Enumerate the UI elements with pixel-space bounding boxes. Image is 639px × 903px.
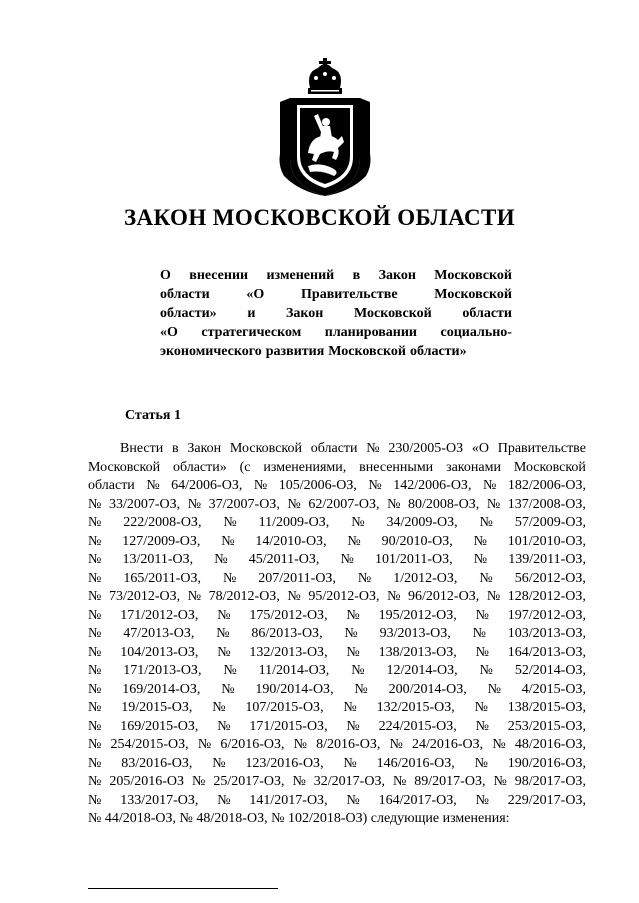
body-line: Московской области» (с изменениями, внесенными законами Московской (88, 459, 586, 475)
article-body (88, 440, 586, 829)
subject-line: области «О Правительстве Московской (160, 287, 512, 302)
body-line: № 222/2008-ОЗ, № 11/2009-ОЗ, № 34/2009-ОЗ, № 57/2009-ОЗ, (88, 515, 586, 530)
body-line: № 171/2013-ОЗ, № 11/2014-ОЗ, № 12/2014-ОЗ, № 52/2014-ОЗ, (88, 663, 586, 678)
subject-line: «О стратегическом планировании социально- (160, 325, 512, 340)
body-line: № 83/2016-ОЗ, № 123/2016-ОЗ, № 146/2016-ОЗ, № 190/2016-ОЗ, (88, 755, 586, 771)
body-line: № 73/2012-ОЗ, № 78/2012-ОЗ, № 95/2012-ОЗ, № 96/2012-ОЗ, № 128/2012-ОЗ, (88, 589, 586, 604)
subject-line: области» и Закон Московской области (160, 306, 512, 321)
body-line: № 19/2015-ОЗ, № 107/2015-ОЗ, № 132/2015-ОЗ, № 138/2015-ОЗ, (88, 700, 586, 715)
body-line: № 47/2013-ОЗ, № 86/2013-ОЗ, № 93/2013-ОЗ, № 103/2013-ОЗ, (88, 626, 586, 641)
body-line: № 171/2012-ОЗ, № 175/2012-ОЗ, № 195/2012-ОЗ, № 197/2012-ОЗ, (88, 607, 586, 623)
body-line: Внести в Закон Московской области № 230/2005-ОЗ «О Правительстве (120, 441, 586, 456)
subject-line: экономического развития Московской области» (160, 344, 467, 359)
body-line: № 205/2016-ОЗ № 25/2017-ОЗ, № 32/2017-ОЗ, № 89/2017-ОЗ, № 98/2017-ОЗ, (88, 774, 586, 789)
body-line: № 127/2009-ОЗ, № 14/2010-ОЗ, № 90/2010-ОЗ, № 101/2010-ОЗ, (88, 533, 586, 549)
body-line: № 169/2015-ОЗ, № 171/2015-ОЗ, № 224/2015-ОЗ, № 253/2015-ОЗ, (88, 718, 586, 734)
body-line: № 133/2017-ОЗ, № 141/2017-ОЗ, № 164/2017-ОЗ, № 229/2017-ОЗ, (88, 792, 586, 808)
footer-divider (88, 888, 278, 889)
body-line: № 169/2014-ОЗ, № 190/2014-ОЗ, № 200/2014-ОЗ, № 4/2015-ОЗ, (88, 681, 586, 697)
moscow-oblast-coat-of-arms-icon (270, 58, 380, 198)
body-line: области № 64/2006-ОЗ, № 105/2006-ОЗ, № 142/2006-ОЗ, № 182/2006-ОЗ, (88, 478, 586, 493)
law-subject (160, 266, 512, 361)
body-line: № 254/2015-ОЗ, № 6/2016-ОЗ, № 8/2016-ОЗ, № 24/2016-ОЗ, № 48/2016-ОЗ, (88, 737, 586, 752)
body-line: № 13/2011-ОЗ, № 45/2011-ОЗ, № 101/2011-ОЗ, № 139/2011-ОЗ, (88, 552, 586, 567)
law-title: ЗАКОН МОСКОВСКОЙ ОБЛАСТИ (123, 205, 516, 230)
body-line: № 44/2018-ОЗ, № 48/2018-ОЗ, № 102/2018-ОЗ) следующие изменения: (88, 811, 510, 826)
body-line: № 104/2013-ОЗ, № 132/2013-ОЗ, № 138/2013-ОЗ, № 164/2013-ОЗ, (88, 644, 586, 660)
body-line: № 165/2011-ОЗ, № 207/2011-ОЗ, № 1/2012-ОЗ, № 56/2012-ОЗ, (88, 570, 586, 586)
article-heading: Статья 1 (125, 408, 181, 423)
subject-line: О внесении изменений в Закон Московской (160, 268, 512, 283)
body-line: № 33/2007-ОЗ, № 37/2007-ОЗ, № 62/2007-ОЗ, № 80/2008-ОЗ, № 137/2008-ОЗ, (88, 496, 586, 512)
